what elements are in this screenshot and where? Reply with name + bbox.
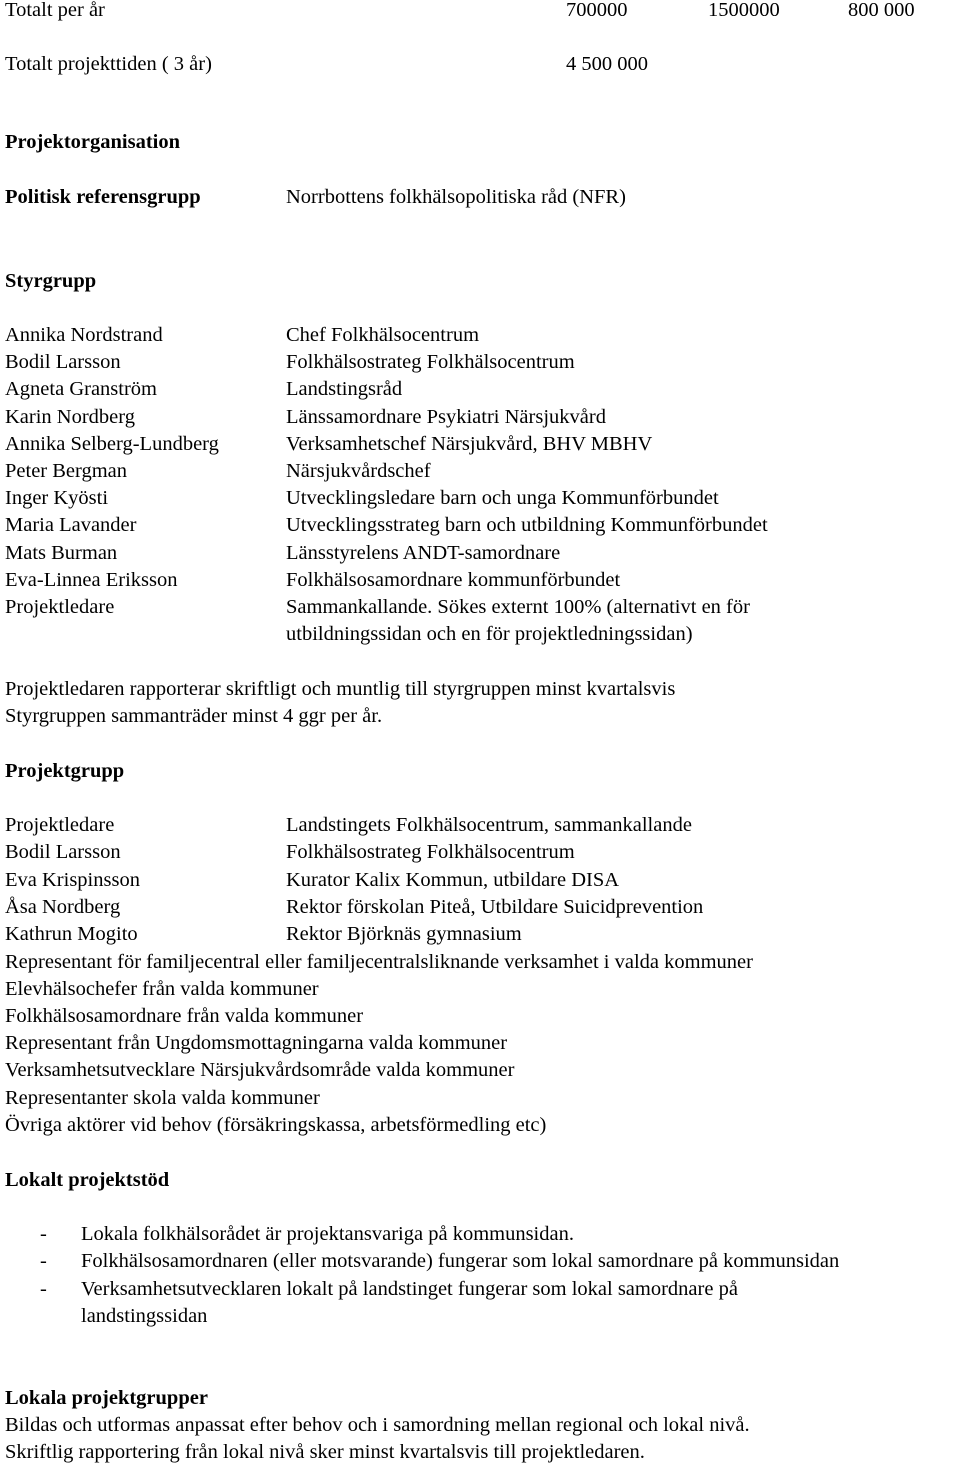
project-group-role: Landstingets Folkhälsocentrum, sammankallande <box>286 814 692 836</box>
project-group-line: Representant från Ungdomsmottagningarna valda kommuner <box>5 1032 508 1054</box>
reference-group-value: Norrbottens folkhälsopolitiska råd (NFR) <box>286 186 626 208</box>
steering-role: Verksamhetschef Närsjukvård, BHV MBHV <box>286 433 653 455</box>
steering-name: Mats Burman <box>5 542 118 564</box>
steering-name: Eva-Linnea Eriksson <box>5 569 178 591</box>
per-year-value-1: 700000 <box>566 0 628 21</box>
project-group-role: Kurator Kalix Kommun, utbildare DISA <box>286 869 620 891</box>
steering-role: Utvecklingsstrateg barn och utbildning Kommunförbundet <box>286 514 768 536</box>
reference-group-label: Politisk referensgrupp <box>5 186 201 208</box>
project-group-role: Rektor Björknäs gymnasium <box>286 923 522 945</box>
project-group-name: Bodil Larsson <box>5 841 121 863</box>
project-group-line: Representanter skola valda kommuner <box>5 1087 320 1109</box>
steering-role: Länsstyrelens ANDT-samordnare <box>286 542 561 564</box>
per-year-label: Totalt per år <box>5 0 105 21</box>
steering-role: Närsjukvårdschef <box>286 460 431 482</box>
steering-role: Landstingsråd <box>286 378 403 400</box>
bullet-item: Folkhälsosamordnaren (eller motsvarande) fungerar som lokal samordnare på kommunsidan <box>81 1250 840 1272</box>
steering-name: Agneta Granström <box>5 378 157 400</box>
project-group-name: Eva Krispinsson <box>5 869 140 891</box>
organisation-heading: Projektorganisation <box>5 131 181 153</box>
project-group-heading: Projektgrupp <box>5 760 125 782</box>
project-group-name: Kathrun Mogito <box>5 923 138 945</box>
project-group-line: Folkhälsosamordnare från valda kommuner <box>5 1005 364 1027</box>
total-label: Totalt projekttiden ( 3 år) <box>5 53 212 75</box>
per-year-value-3: 800 000 <box>848 0 915 21</box>
steering-note: Styrgruppen sammanträder minst 4 ggr per år. <box>5 705 383 727</box>
steering-note: Projektledaren rapporterar skriftligt och muntlig till styrgruppen minst kvartalsvis <box>5 678 676 700</box>
steering-role-continued: utbildningssidan och en för projektledningssidan) <box>286 623 693 645</box>
steering-role: Utvecklingsledare barn och unga Kommunförbundet <box>286 487 719 509</box>
steering-role: Chef Folkhälsocentrum <box>286 324 480 346</box>
bullet-item: Lokala folkhälsorådet är projektansvariga på kommunsidan. <box>81 1223 574 1245</box>
project-group-line: Verksamhetsutvecklare Närsjukvårdsområde valda kommuner <box>5 1059 515 1081</box>
project-group-role: Folkhälsostrateg Folkhälsocentrum <box>286 841 575 863</box>
steering-name: Annika Nordstrand <box>5 324 163 346</box>
project-group-line: Elevhälsochefer från valda kommuner <box>5 978 319 1000</box>
project-group-name: Projektledare <box>5 814 115 836</box>
steering-name: Karin Nordberg <box>5 406 135 428</box>
steering-heading: Styrgrupp <box>5 270 97 292</box>
steering-role: Folkhälsostrateg Folkhälsocentrum <box>286 351 575 373</box>
bullet-marker: - <box>40 1223 47 1245</box>
project-group-role: Rektor förskolan Piteå, Utbildare Suicidprevention <box>286 896 704 918</box>
steering-name: Bodil Larsson <box>5 351 121 373</box>
project-group-name: Åsa Nordberg <box>5 896 121 918</box>
local-support-heading: Lokalt projektstöd <box>5 1169 170 1191</box>
steering-name: Projektledare <box>5 596 115 618</box>
steering-role: Folkhälsosamordnare kommunförbundet <box>286 569 621 591</box>
project-group-line: Representant för familjecentral eller familjecentralsliknande verksamhet i valda kommuner <box>5 951 753 973</box>
steering-name: Peter Bergman <box>5 460 128 482</box>
bullet-item: Verksamhetsutvecklaren lokalt på landstinget fungerar som lokal samordnare på <box>81 1278 738 1300</box>
steering-role: Sammankallande. Sökes externt 100% (alternativt en för <box>286 596 750 618</box>
local-groups-text: Skriftlig rapportering från lokal nivå sker minst kvartalsvis till projektledaren. <box>5 1441 645 1463</box>
local-groups-text: Bildas och utformas anpassat efter behov och i samordning mellan regional och lokal nivå. <box>5 1414 750 1436</box>
steering-name: Inger Kyösti <box>5 487 109 509</box>
bullet-item-continued: landstingssidan <box>81 1305 208 1327</box>
per-year-value-2: 1500000 <box>708 0 780 21</box>
bullet-marker: - <box>40 1278 47 1300</box>
project-group-line: Övriga aktörer vid behov (försäkringskassa, arbetsförmedling etc) <box>5 1114 547 1136</box>
steering-role: Länssamordnare Psykiatri Närsjukvård <box>286 406 606 428</box>
total-value: 4 500 000 <box>566 53 648 75</box>
bullet-marker: - <box>40 1250 47 1272</box>
steering-name: Annika Selberg-Lundberg <box>5 433 219 455</box>
local-groups-heading: Lokala projektgrupper <box>5 1387 208 1409</box>
steering-name: Maria Lavander <box>5 514 137 536</box>
